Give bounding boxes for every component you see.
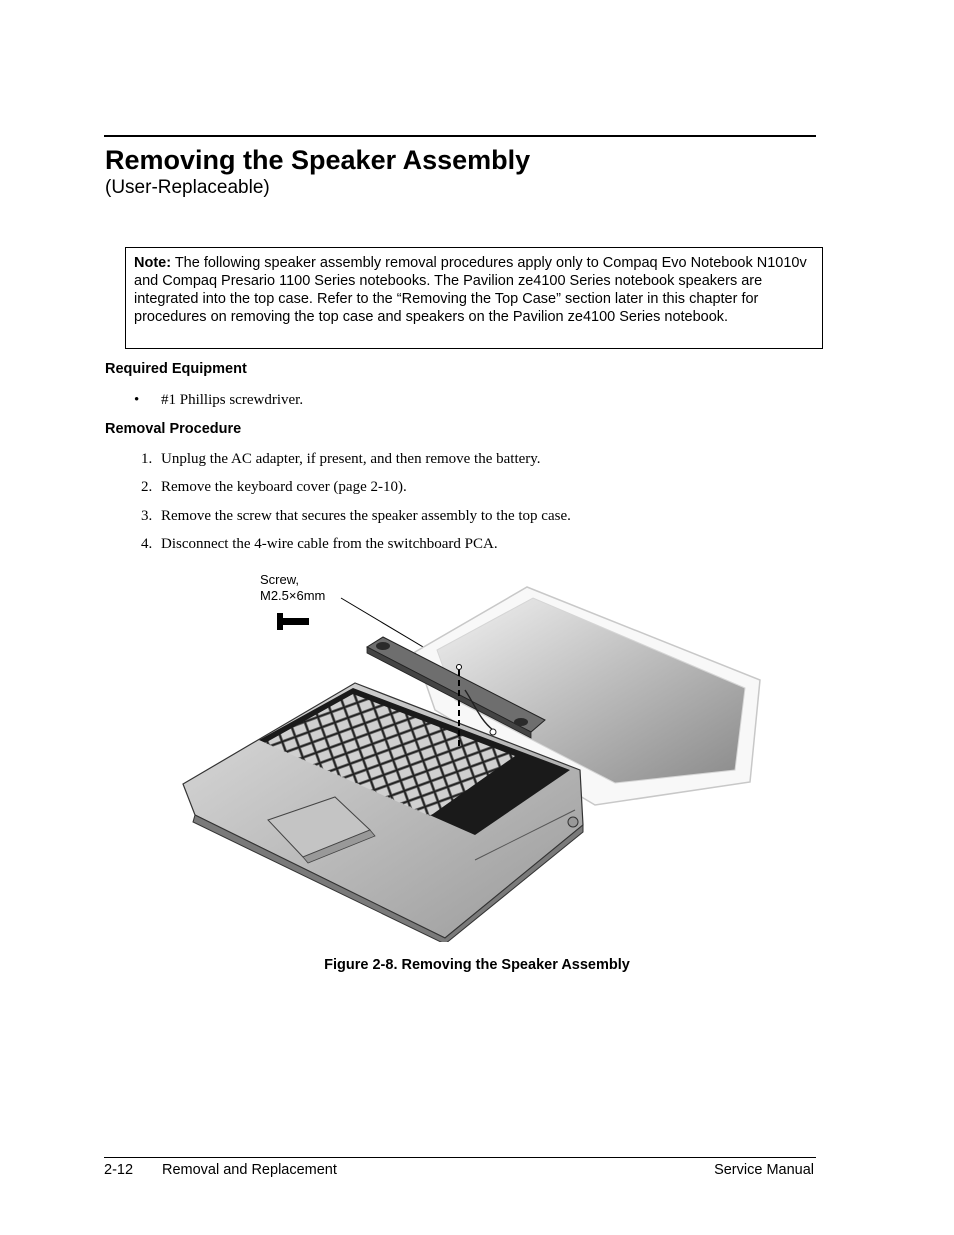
procedure-step: [141, 535, 571, 563]
footer-left: [104, 1161, 337, 1179]
list-item-text: #1 Phillips screwdriver.: [161, 392, 304, 408]
footer-rule: [104, 1157, 816, 1158]
step-number: 2.: [141, 479, 153, 496]
step-text: Remove the screw that secures the speaker assembly to the top case.: [161, 507, 571, 524]
speaker-assembly-illustration: [175, 570, 775, 942]
step-number: 3.: [141, 507, 153, 524]
step-number: 4.: [141, 535, 153, 552]
step-number: 1.: [141, 451, 153, 467]
procedure-steps: [141, 450, 571, 563]
removal-procedure-heading: Removal Procedure: [105, 421, 242, 437]
step-text: Disconnect the 4-wire cable from the switchboard PCA.: [161, 535, 498, 552]
required-equipment-heading: Required Equipment: [105, 361, 247, 377]
callout-line-1: Screw,: [260, 572, 300, 587]
list-item: [134, 391, 303, 409]
procedure-step: [141, 450, 571, 478]
step-text: Remove the keyboard cover (page 2-10).: [161, 479, 407, 496]
screw-icon: [277, 613, 309, 630]
note-label: Note:: [134, 255, 172, 271]
footer-section: Removal and Replacement: [162, 1162, 337, 1178]
figure-caption: Figure 2-8. Removing the Speaker Assembly: [324, 957, 630, 973]
page-subtitle: (User-Replaceable): [105, 177, 270, 198]
step-text: Unplug the AC adapter, if present, and then remove the battery.: [161, 451, 541, 467]
procedure-step: [141, 478, 571, 506]
footer-page-number: 2-12: [104, 1162, 134, 1178]
note-text: The following speaker assembly removal procedures apply only to Compaq Evo Notebook N1010v and Compaq Presario 1100 Series notebooks. The Pavilion ze4100 Series notebook speakers are integrated into the top case. Refer to the “Removing the Top Case” section later in this chapter for procedures on removing the top case and speakers on the Pavilion ze4100 Series notebook.: [134, 255, 807, 325]
callout-line-2: M2.5×6mm: [260, 588, 326, 603]
header-rule: [104, 135, 816, 137]
note-box: [125, 247, 823, 349]
procedure-step: [141, 507, 571, 535]
bullet-icon: •: [134, 392, 140, 408]
page-title: Removing the Speaker Assembly: [105, 145, 531, 175]
footer-manual-title: Service Manual: [714, 1162, 814, 1178]
